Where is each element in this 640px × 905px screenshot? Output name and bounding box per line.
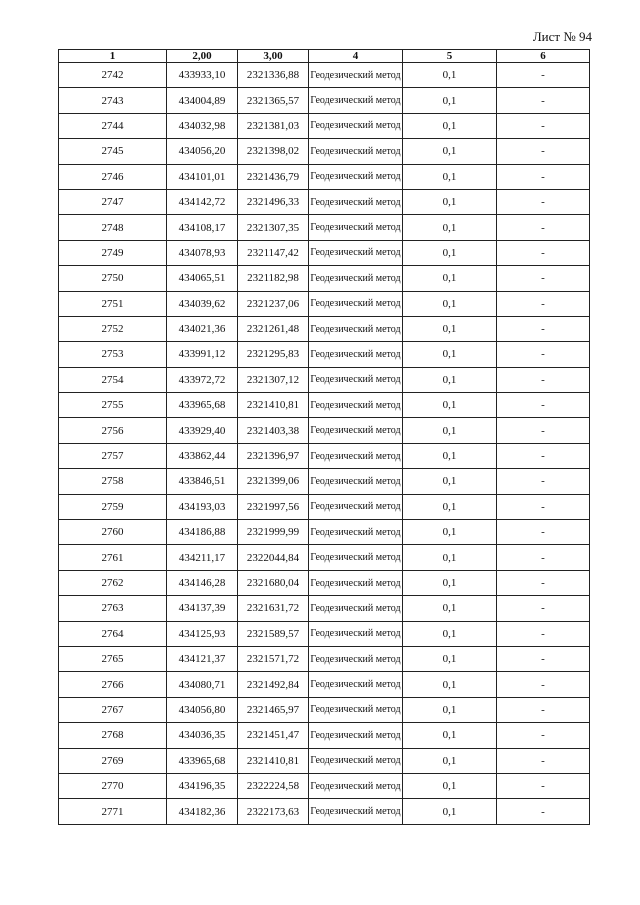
accuracy-cell: 0,1 [403,342,497,367]
point-number-cell: 2767 [59,697,167,722]
method-cell: Геодезический метод [309,367,403,392]
table-row [59,189,590,214]
y-coordinate-cell: 2321261,48 [238,316,309,341]
accuracy-cell: 0,1 [403,646,497,671]
table-row [59,63,590,88]
y-coordinate-cell: 2321492,84 [238,672,309,697]
y-coordinate-cell: 2321182,98 [238,266,309,291]
accuracy-cell: 0,1 [403,418,497,443]
note-cell: - [497,189,590,214]
x-coordinate-cell: 433862,44 [167,443,238,468]
x-coordinate-cell: 434056,20 [167,139,238,164]
table-row [59,367,590,392]
point-number-cell: 2755 [59,393,167,418]
accuracy-cell: 0,1 [403,164,497,189]
note-cell: - [497,342,590,367]
table-row [59,799,590,824]
method-cell: Геодезический метод [309,545,403,570]
point-number-cell: 2744 [59,113,167,138]
y-coordinate-cell: 2321999,99 [238,520,309,545]
coordinates-table [58,49,590,825]
note-cell: - [497,240,590,265]
method-cell: Геодезический метод [309,596,403,621]
note-cell: - [497,520,590,545]
note-cell: - [497,697,590,722]
accuracy-cell: 0,1 [403,494,497,519]
x-coordinate-cell: 434146,28 [167,570,238,595]
accuracy-cell: 0,1 [403,139,497,164]
accuracy-cell: 0,1 [403,189,497,214]
y-coordinate-cell: 2321147,42 [238,240,309,265]
note-cell: - [497,646,590,671]
x-coordinate-cell: 434193,03 [167,494,238,519]
note-cell: - [497,418,590,443]
accuracy-cell: 0,1 [403,113,497,138]
table-row [59,113,590,138]
y-coordinate-cell: 2322173,63 [238,799,309,824]
table-row [59,545,590,570]
note-cell: - [497,164,590,189]
table-row [59,748,590,773]
method-cell: Геодезический метод [309,748,403,773]
x-coordinate-cell: 434125,93 [167,621,238,646]
y-coordinate-cell: 2321410,81 [238,748,309,773]
table-row [59,723,590,748]
x-coordinate-cell: 434039,62 [167,291,238,316]
accuracy-cell: 0,1 [403,672,497,697]
table-row [59,596,590,621]
method-cell: Геодезический метод [309,215,403,240]
table-body [59,63,590,825]
table-row [59,469,590,494]
header-col-6: 6 [497,50,590,63]
method-cell: Геодезический метод [309,240,403,265]
point-number-cell: 2752 [59,316,167,341]
y-coordinate-cell: 2321680,04 [238,570,309,595]
accuracy-cell: 0,1 [403,316,497,341]
y-coordinate-cell: 2321307,12 [238,367,309,392]
table-row [59,164,590,189]
accuracy-cell: 0,1 [403,240,497,265]
x-coordinate-cell: 434142,72 [167,189,238,214]
table-row [59,342,590,367]
table-row [59,494,590,519]
method-cell: Геодезический метод [309,266,403,291]
method-cell: Геодезический метод [309,342,403,367]
note-cell: - [497,570,590,595]
point-number-cell: 2753 [59,342,167,367]
table-row [59,139,590,164]
note-cell: - [497,799,590,824]
accuracy-cell: 0,1 [403,215,497,240]
note-cell: - [497,494,590,519]
accuracy-cell: 0,1 [403,63,497,88]
method-cell: Геодезический метод [309,316,403,341]
table-row [59,316,590,341]
point-number-cell: 2770 [59,773,167,798]
accuracy-cell: 0,1 [403,88,497,113]
point-number-cell: 2751 [59,291,167,316]
method-cell: Геодезический метод [309,723,403,748]
method-cell: Геодезический метод [309,418,403,443]
y-coordinate-cell: 2322224,58 [238,773,309,798]
method-cell: Геодезический метод [309,799,403,824]
note-cell: - [497,266,590,291]
x-coordinate-cell: 434078,93 [167,240,238,265]
point-number-cell: 2756 [59,418,167,443]
y-coordinate-cell: 2321307,35 [238,215,309,240]
method-cell: Геодезический метод [309,139,403,164]
note-cell: - [497,545,590,570]
point-number-cell: 2748 [59,215,167,240]
point-number-cell: 2768 [59,723,167,748]
point-number-cell: 2743 [59,88,167,113]
point-number-cell: 2749 [59,240,167,265]
x-coordinate-cell: 434137,39 [167,596,238,621]
table-row [59,621,590,646]
x-coordinate-cell: 433933,10 [167,63,238,88]
note-cell: - [497,748,590,773]
header-col-3: 3,00 [238,50,309,63]
point-number-cell: 2758 [59,469,167,494]
table-row [59,266,590,291]
table-row [59,570,590,595]
x-coordinate-cell: 434211,17 [167,545,238,570]
note-cell: - [497,316,590,341]
accuracy-cell: 0,1 [403,393,497,418]
point-number-cell: 2764 [59,621,167,646]
point-number-cell: 2766 [59,672,167,697]
table-row [59,520,590,545]
note-cell: - [497,773,590,798]
accuracy-cell: 0,1 [403,266,497,291]
note-cell: - [497,367,590,392]
header-col-1: 1 [59,50,167,63]
x-coordinate-cell: 434036,35 [167,723,238,748]
method-cell: Геодезический метод [309,164,403,189]
method-cell: Геодезический метод [309,570,403,595]
x-coordinate-cell: 433965,68 [167,748,238,773]
point-number-cell: 2747 [59,189,167,214]
point-number-cell: 2769 [59,748,167,773]
method-cell: Геодезический метод [309,469,403,494]
accuracy-cell: 0,1 [403,621,497,646]
y-coordinate-cell: 2321451,47 [238,723,309,748]
point-number-cell: 2765 [59,646,167,671]
x-coordinate-cell: 434186,88 [167,520,238,545]
y-coordinate-cell: 2321403,38 [238,418,309,443]
y-coordinate-cell: 2321436,79 [238,164,309,189]
method-cell: Геодезический метод [309,291,403,316]
note-cell: - [497,672,590,697]
accuracy-cell: 0,1 [403,799,497,824]
accuracy-cell: 0,1 [403,291,497,316]
table-row [59,443,590,468]
x-coordinate-cell: 434080,71 [167,672,238,697]
note-cell: - [497,723,590,748]
accuracy-cell: 0,1 [403,723,497,748]
y-coordinate-cell: 2321465,97 [238,697,309,722]
method-cell: Геодезический метод [309,189,403,214]
x-coordinate-cell: 433846,51 [167,469,238,494]
header-col-2: 2,00 [167,50,238,63]
y-coordinate-cell: 2322044,84 [238,545,309,570]
note-cell: - [497,596,590,621]
method-cell: Геодезический метод [309,697,403,722]
point-number-cell: 2742 [59,63,167,88]
note-cell: - [497,469,590,494]
table-row [59,240,590,265]
accuracy-cell: 0,1 [403,773,497,798]
table-row [59,88,590,113]
method-cell: Геодезический метод [309,113,403,138]
note-cell: - [497,291,590,316]
point-number-cell: 2745 [59,139,167,164]
x-coordinate-cell: 434196,35 [167,773,238,798]
x-coordinate-cell: 434004,89 [167,88,238,113]
x-coordinate-cell: 434056,80 [167,697,238,722]
accuracy-cell: 0,1 [403,596,497,621]
note-cell: - [497,443,590,468]
x-coordinate-cell: 434108,17 [167,215,238,240]
accuracy-cell: 0,1 [403,748,497,773]
y-coordinate-cell: 2321631,72 [238,596,309,621]
y-coordinate-cell: 2321571,72 [238,646,309,671]
y-coordinate-cell: 2321381,03 [238,113,309,138]
method-cell: Геодезический метод [309,621,403,646]
accuracy-cell: 0,1 [403,697,497,722]
note-cell: - [497,63,590,88]
method-cell: Геодезический метод [309,520,403,545]
point-number-cell: 2771 [59,799,167,824]
method-cell: Геодезический метод [309,63,403,88]
accuracy-cell: 0,1 [403,545,497,570]
table-row [59,672,590,697]
method-cell: Геодезический метод [309,672,403,697]
method-cell: Геодезический метод [309,88,403,113]
point-number-cell: 2761 [59,545,167,570]
accuracy-cell: 0,1 [403,520,497,545]
header-col-4: 4 [309,50,403,63]
table-row [59,215,590,240]
x-coordinate-cell: 434065,51 [167,266,238,291]
y-coordinate-cell: 2321997,56 [238,494,309,519]
y-coordinate-cell: 2321295,83 [238,342,309,367]
y-coordinate-cell: 2321399,06 [238,469,309,494]
sheet-number-label: Лист № 94 [532,29,592,44]
table-row [59,773,590,798]
note-cell: - [497,139,590,164]
note-cell: - [497,621,590,646]
x-coordinate-cell: 434021,36 [167,316,238,341]
x-coordinate-cell: 434101,01 [167,164,238,189]
point-number-cell: 2746 [59,164,167,189]
header-col-5: 5 [403,50,497,63]
accuracy-cell: 0,1 [403,367,497,392]
point-number-cell: 2754 [59,367,167,392]
table-row [59,646,590,671]
x-coordinate-cell: 434032,98 [167,113,238,138]
x-coordinate-cell: 433972,72 [167,367,238,392]
method-cell: Геодезический метод [309,393,403,418]
y-coordinate-cell: 2321336,88 [238,63,309,88]
point-number-cell: 2760 [59,520,167,545]
point-number-cell: 2762 [59,570,167,595]
accuracy-cell: 0,1 [403,570,497,595]
x-coordinate-cell: 433991,12 [167,342,238,367]
x-coordinate-cell: 434121,37 [167,646,238,671]
y-coordinate-cell: 2321410,81 [238,393,309,418]
method-cell: Геодезический метод [309,494,403,519]
note-cell: - [497,215,590,240]
table-row [59,393,590,418]
note-cell: - [497,393,590,418]
method-cell: Геодезический метод [309,773,403,798]
x-coordinate-cell: 433929,40 [167,418,238,443]
table-row [59,291,590,316]
method-cell: Геодезический метод [309,646,403,671]
point-number-cell: 2759 [59,494,167,519]
y-coordinate-cell: 2321365,57 [238,88,309,113]
y-coordinate-cell: 2321496,33 [238,189,309,214]
method-cell: Геодезический метод [309,443,403,468]
note-cell: - [497,113,590,138]
accuracy-cell: 0,1 [403,469,497,494]
point-number-cell: 2757 [59,443,167,468]
table-row [59,418,590,443]
y-coordinate-cell: 2321237,06 [238,291,309,316]
x-coordinate-cell: 434182,36 [167,799,238,824]
point-number-cell: 2763 [59,596,167,621]
y-coordinate-cell: 2321396,97 [238,443,309,468]
accuracy-cell: 0,1 [403,443,497,468]
x-coordinate-cell: 433965,68 [167,393,238,418]
point-number-cell: 2750 [59,266,167,291]
note-cell: - [497,88,590,113]
y-coordinate-cell: 2321398,02 [238,139,309,164]
y-coordinate-cell: 2321589,57 [238,621,309,646]
table-header-row [59,50,590,63]
table-row [59,697,590,722]
